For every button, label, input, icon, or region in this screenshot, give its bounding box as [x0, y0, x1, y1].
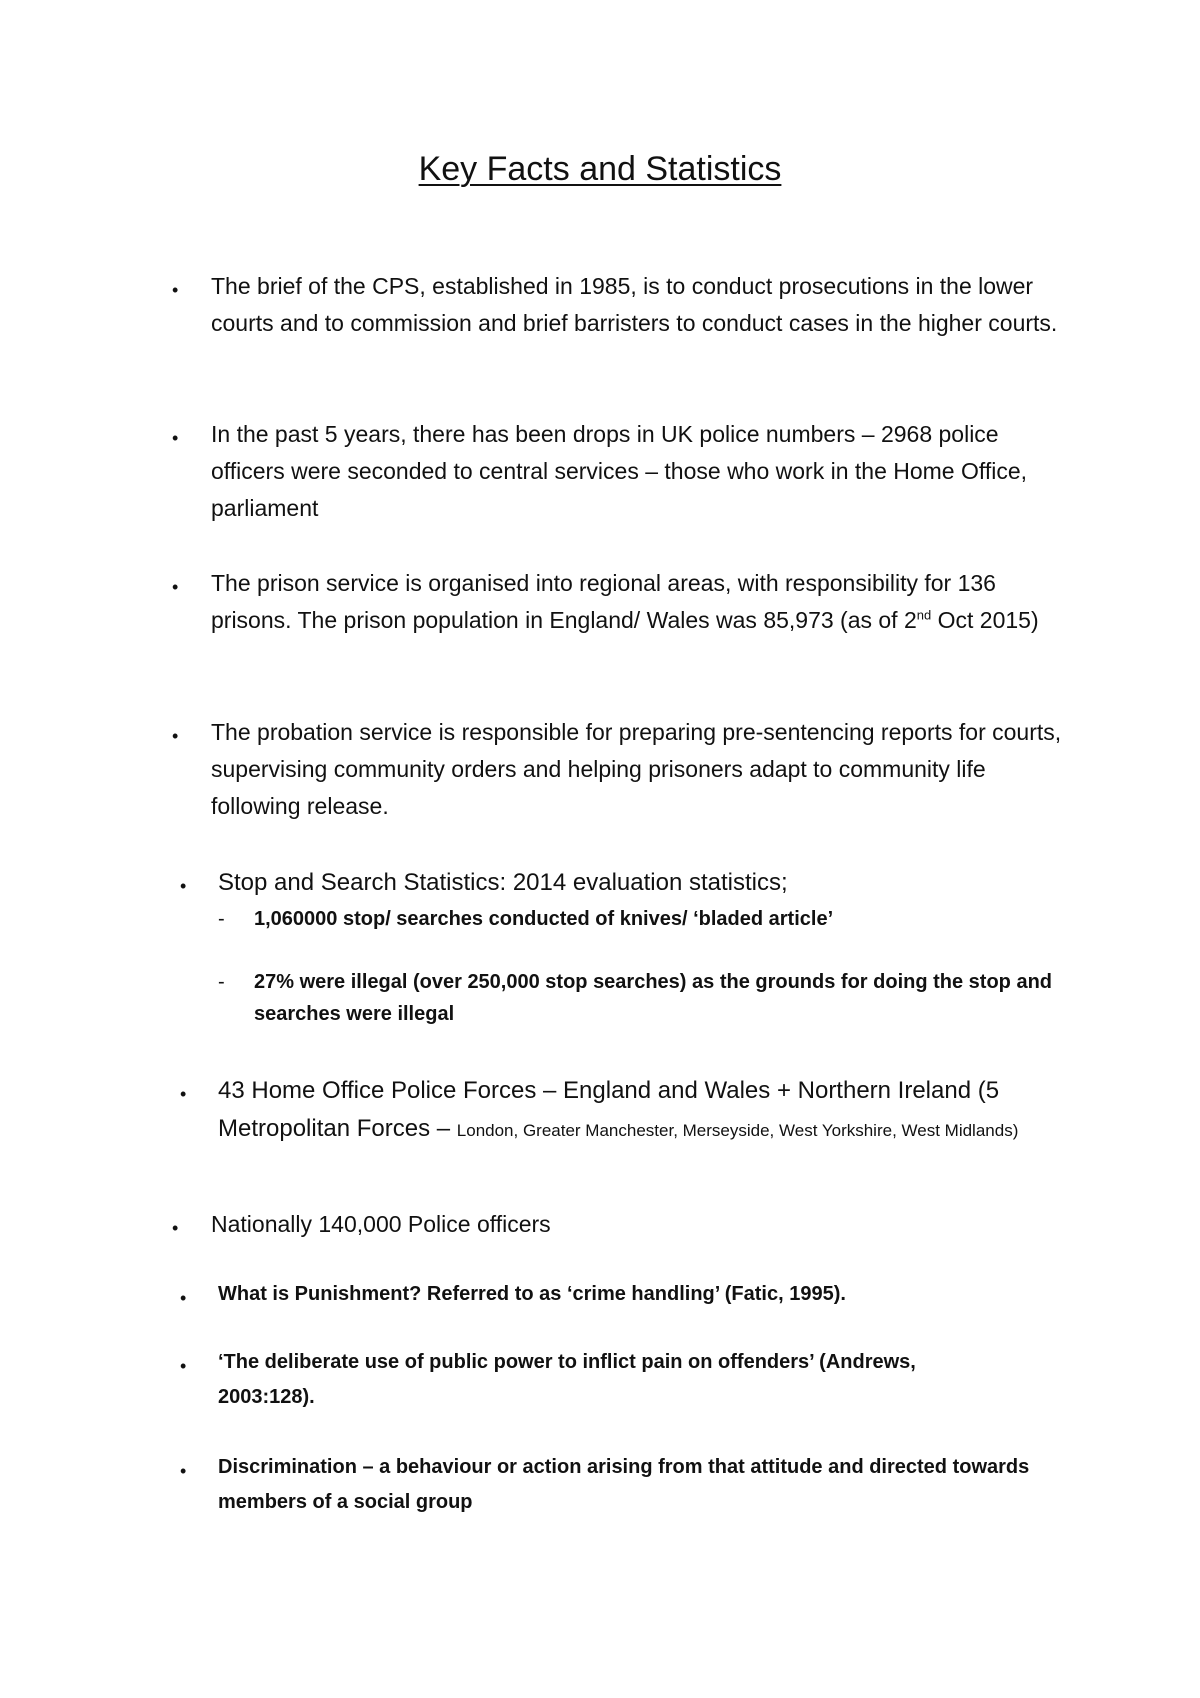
ordinal-suffix: nd: [916, 607, 932, 623]
bullet-icon: •: [172, 1218, 179, 1238]
bullet-icon: •: [180, 1084, 187, 1104]
bullet-icon: •: [172, 280, 179, 300]
list-item-text: The brief of the CPS, established in 1985, is to conduct prosecutions in the lower courts and to commission and brief barristers to conduct cases in the higher courts.: [211, 273, 1058, 336]
bullet-icon: •: [180, 1288, 187, 1308]
list-item-text-part: 43 Home Office Police Forces – England and Wales + Northern Ireland (5 Metropolitan Forces –: [218, 1077, 1000, 1142]
bullet-icon: •: [180, 876, 187, 896]
list-item-text: [218, 1072, 1048, 1150]
bullet-icon: •: [180, 1461, 187, 1481]
sub-list-item: 1,060000 stop/ searches conducted of knives/ ‘bladed article’: [254, 908, 834, 930]
list-item-text: Nationally 140,000 Police officers: [211, 1211, 551, 1237]
list-item-text: In the past 5 years, there has been drops in UK police numbers – 2968 police officers were seconded to central services – those who work in the Home Office, parliament: [211, 421, 1028, 521]
list-item-text-small: London, Greater Manchester, Merseyside, West Yorkshire, West Midlands): [456, 1121, 1019, 1140]
list-item-text-part: The prison service is organised into regional areas, with responsibility for 136 prisons. The prison population in England/ Wales was 85,973 (as of 2: [211, 570, 996, 633]
list-item-text: What is Punishment? Referred to as ‘crime handling’ (Fatic, 1995).: [218, 1283, 846, 1305]
list-item-text-part: Oct 2015): [931, 607, 1039, 633]
sub-list-item: 27% were illegal (over 250,000 stop searches) as the grounds for doing the stop and searches were illegal: [254, 971, 1053, 1025]
bullet-icon: •: [172, 428, 179, 448]
list-item-text: Stop and Search Statistics: 2014 evaluation statistics;: [218, 869, 788, 896]
bullet-icon: •: [172, 726, 179, 746]
sub-dash: -: [218, 971, 225, 993]
bullet-icon: •: [180, 1356, 187, 1376]
page-title: Key Facts and Statistics: [418, 150, 782, 188]
sub-dash: -: [218, 908, 225, 930]
list-item-text: ‘The deliberate use of public power to inflict pain on offenders’ (Andrews, 2003:128).: [218, 1351, 916, 1408]
list-item-text: Discrimination – a behaviour or action arising from that attitude and directed towards members of a social group: [218, 1456, 1030, 1513]
list-item-text: The probation service is responsible for preparing pre-sentencing reports for courts, supervising community orders and helping prisoners adapt to community life following release.: [211, 719, 1062, 819]
list-item-text: [211, 565, 1071, 639]
bullet-icon: •: [172, 577, 179, 597]
